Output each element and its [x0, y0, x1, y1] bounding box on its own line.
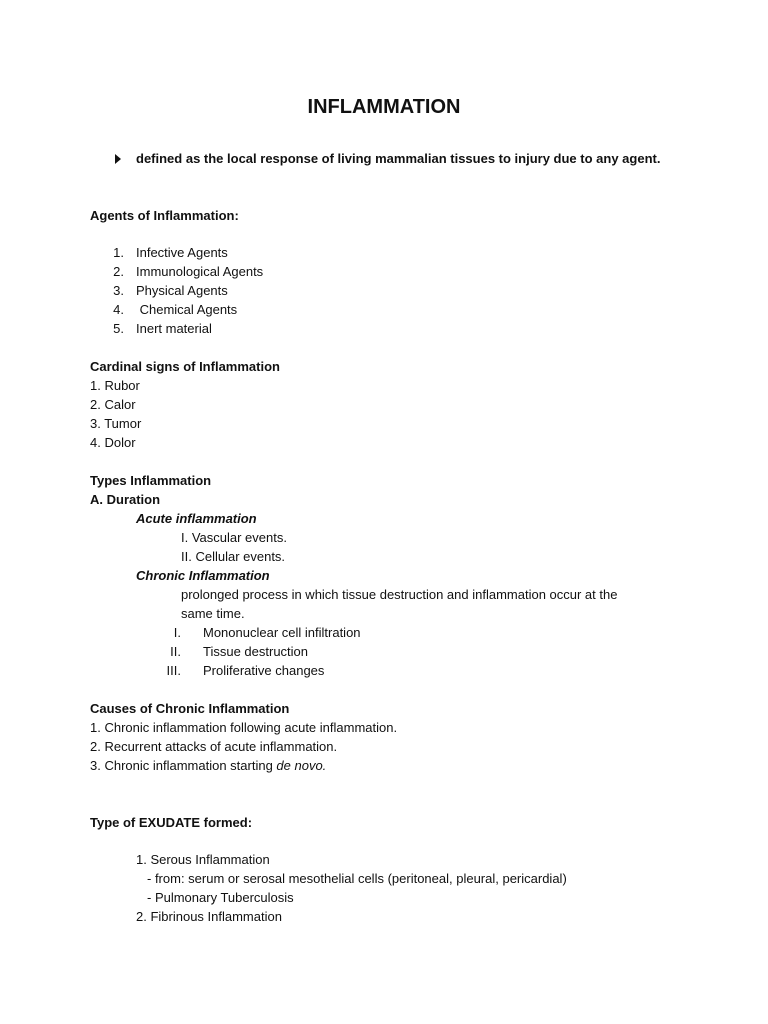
exudate-heading: Type of EXUDATE formed:	[90, 815, 253, 830]
arrow-bullet-icon	[115, 154, 121, 164]
chronic-description: prolonged process in which tissue destruction and inflammation occur at the	[181, 587, 618, 602]
agent-item: Inert material	[136, 321, 212, 336]
cause-item-text: 3. Chronic inflammation starting	[90, 758, 277, 773]
cause-item	[90, 758, 326, 774]
causes-heading: Causes of Chronic Inflammation	[90, 701, 290, 716]
types-heading: Types Inflammation	[90, 473, 212, 488]
acute-event-item: I. Vascular events.	[181, 530, 287, 545]
agent-item: Infective Agents	[136, 245, 228, 260]
chronic-feature-item: Mononuclear cell infiltration	[203, 625, 361, 640]
exudate-item: 1. Serous Inflammation	[136, 852, 270, 867]
agents-heading: Agents of Inflammation:	[90, 208, 239, 223]
cause-item: 1. Chronic inflammation following acute inflammation.	[90, 720, 398, 735]
chronic-label: Chronic Inflammation	[136, 568, 270, 583]
acute-label: Acute inflammation	[136, 511, 257, 526]
cardinal-sign-item: 1. Rubor	[90, 378, 140, 393]
agent-number: 4.	[113, 302, 124, 317]
agent-item: Immunological Agents	[136, 264, 264, 279]
cardinal-sign-item: 4. Dolor	[90, 435, 136, 450]
agent-item: Chemical Agents	[136, 302, 238, 317]
chronic-feature-item: Proliferative changes	[203, 663, 325, 678]
definition-text: defined as the local response of living mammalian tissues to injury due to any agent.	[136, 151, 661, 166]
cardinal-signs-heading: Cardinal signs of Inflammation	[90, 359, 280, 374]
page-title: INFLAMMATION	[307, 96, 461, 118]
de-novo-text: de novo.	[276, 758, 327, 773]
cardinal-sign-item: 2. Calor	[90, 397, 136, 412]
chronic-roman-number: I.	[173, 625, 181, 640]
cardinal-sign-item: 3. Tumor	[90, 416, 142, 431]
acute-event-item: II. Cellular events.	[181, 549, 286, 564]
agent-number: 5.	[113, 321, 124, 336]
exudate-subitem: - Pulmonary Tuberculosis	[147, 890, 294, 905]
agent-number: 1.	[113, 245, 124, 260]
chronic-description-cont: same time.	[181, 606, 245, 621]
chronic-roman-number: II.	[170, 644, 181, 659]
cause-item: 2. Recurrent attacks of acute inflammation.	[90, 739, 338, 754]
duration-label: A. Duration	[90, 492, 161, 507]
agent-number: 2.	[113, 264, 124, 279]
exudate-item: 2. Fibrinous Inflammation	[136, 909, 282, 924]
agent-number: 3.	[113, 283, 124, 298]
chronic-feature-item: Tissue destruction	[203, 644, 309, 659]
agent-item: Physical Agents	[136, 283, 228, 298]
chronic-roman-number: III.	[166, 663, 181, 678]
exudate-subitem: - from: serum or serosal mesothelial cells (peritoneal, pleural, pericardial)	[147, 871, 567, 886]
